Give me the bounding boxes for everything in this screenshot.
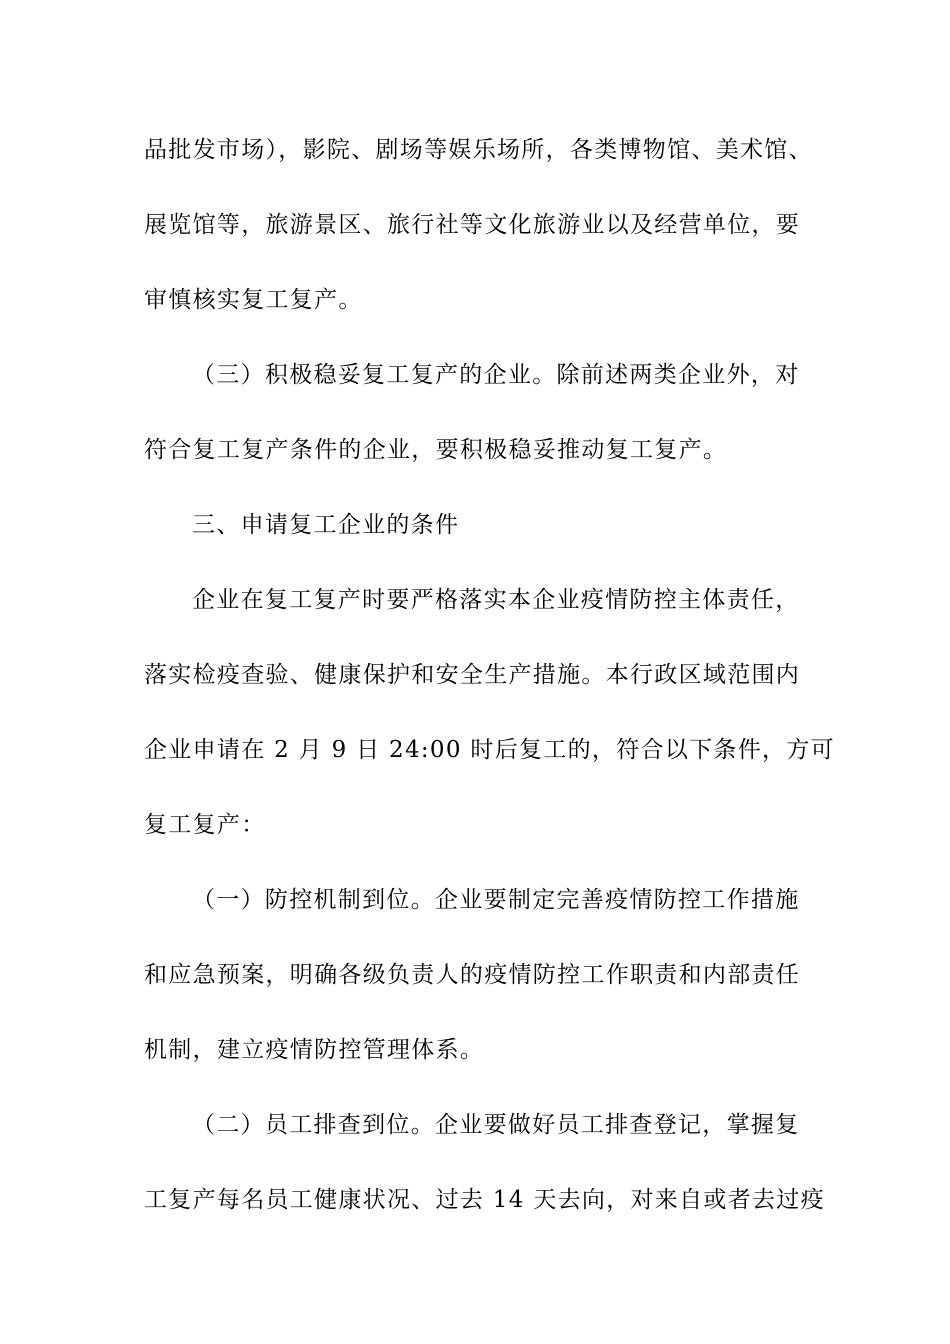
section-heading: （二）员工排查到位。企业要做好员工排查登记，掌握复 bbox=[192, 1112, 800, 1138]
text-line: 工复产每名员工健康状况、过去 14 天去向，对来自或者去过疫 bbox=[144, 1187, 825, 1213]
text-line: 展览馆等，旅游景区、旅行社等文化旅游业以及经营单位，要 bbox=[144, 212, 801, 238]
text-line: 机制，建立疫情防控管理体系。 bbox=[144, 1037, 485, 1063]
paragraph-start: 企业在复工复产时要严格落实本企业疫情防控主体责任， bbox=[192, 587, 800, 613]
section-heading: 三、申请复工企业的条件 bbox=[192, 512, 460, 538]
text-line: 审慎核实复工复产。 bbox=[144, 287, 363, 313]
text-line: 落实检疫查验、健康保护和安全生产措施。本行政区域范围内 bbox=[144, 662, 801, 688]
text-line: 符合复工复产条件的企业，要积极稳妥推动复工复产。 bbox=[144, 437, 728, 463]
text-line: 和应急预案，明确各级负责人的疫情防控工作职责和内部责任 bbox=[144, 962, 801, 988]
section-heading: （三）积极稳妥复工复产的企业。除前述两类企业外，对 bbox=[192, 362, 800, 388]
section-heading: （一）防控机制到位。企业要制定完善疫情防控工作措施 bbox=[192, 887, 800, 913]
text-line: 品批发市场），影院、剧场等娱乐场所，各类博物馆、美术馆、 bbox=[144, 137, 813, 163]
text-line: 复工复产： bbox=[144, 812, 266, 838]
text-line: 企业申请在 2 月 9 日 24:00 时后复工的，符合以下条件，方可 bbox=[144, 737, 835, 763]
